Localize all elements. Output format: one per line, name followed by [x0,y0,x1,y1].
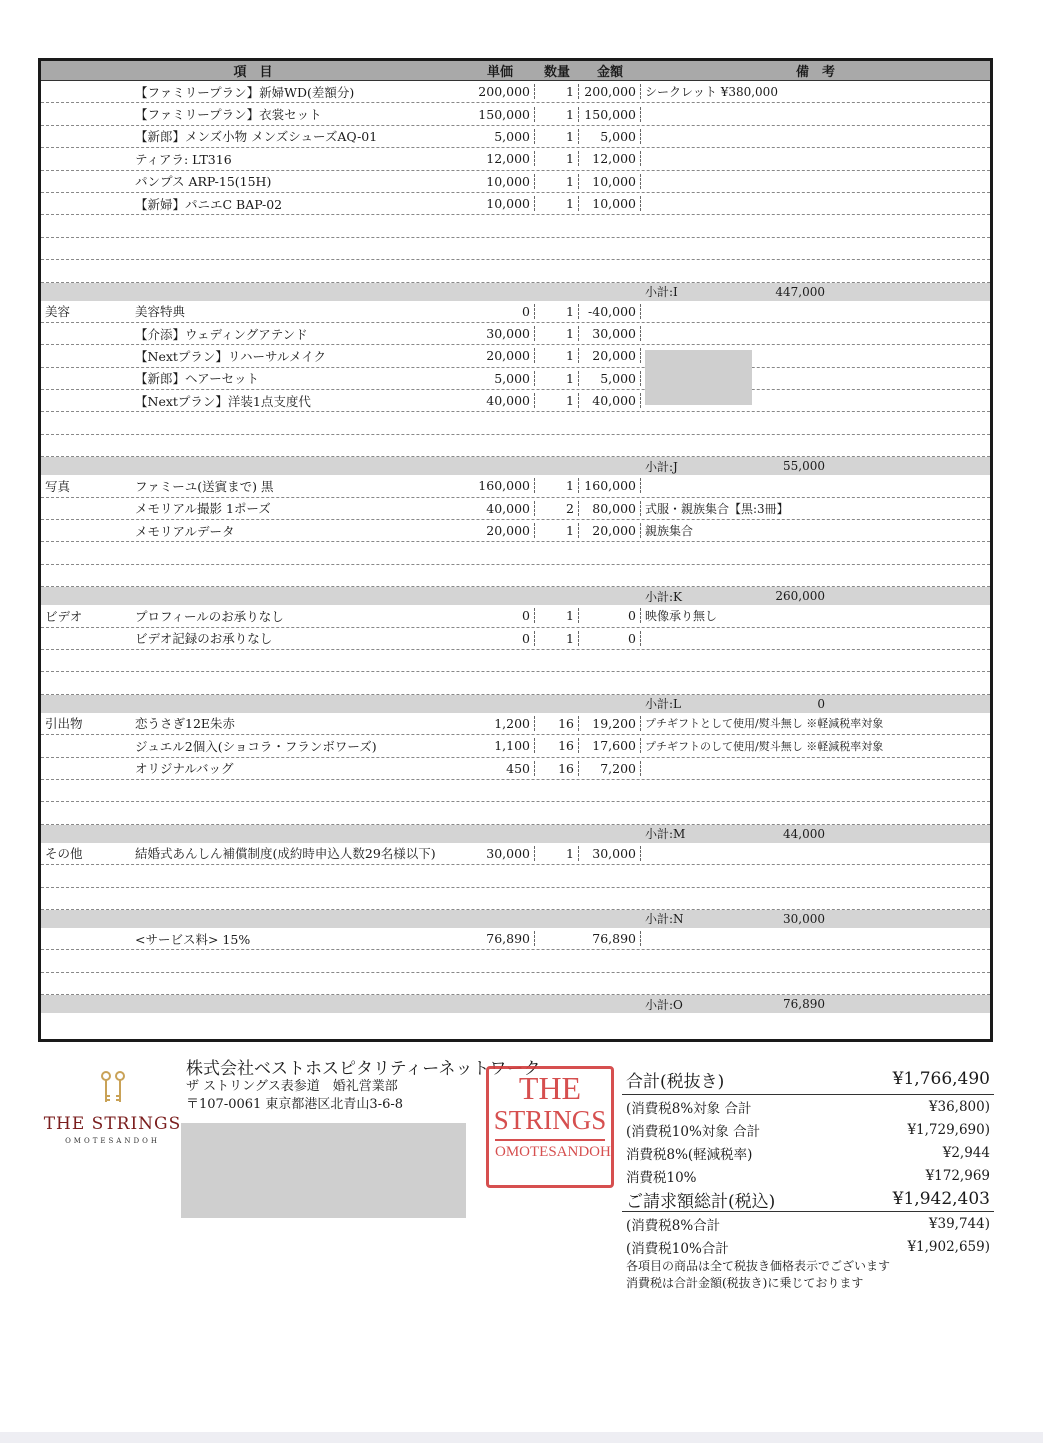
cell-item: 【新婦】パニエC BAP-02 [135,196,283,212]
cell-category: 美容 [45,304,71,320]
total-value: ¥172,969 [925,1167,990,1184]
cell-qty: 1 [535,107,579,122]
blank-row [41,802,990,824]
cell-note: 親族集合 [645,524,694,539]
table-row [41,193,990,215]
cell-item: 【Nextプラン】洋装1点支度代 [135,393,311,409]
blank-row [41,238,990,260]
total-row [622,1164,994,1187]
cell-unit-price: 40,000 [465,393,535,408]
total-value: ¥1,729,690) [907,1121,990,1138]
cell-unit-price: 20,000 [465,348,535,363]
table-row [41,520,990,542]
cell-unit-price: 0 [465,608,535,623]
cell-note: プチギフトとして使用/熨斗無し ※軽減税率対象 [645,717,884,731]
blank-row [41,412,990,434]
total-label: 合計(税抜き) [626,1071,725,1092]
subtotal-row [41,995,990,1013]
subtotal-value: 55,000 [783,459,825,474]
blank-row [41,888,990,910]
blank-row [41,865,990,887]
subtotal-row [41,457,990,475]
cell-amount: 30,000 [579,326,641,341]
cell-item: メモリアル撮影 1ポーズ [135,501,271,517]
total-row [622,1118,994,1141]
cell-amount: -40,000 [579,304,641,319]
cell-amount: 0 [579,608,641,623]
cell-item: 結婚式あんしん補償制度(成約時申込人数29名様以下) [135,846,436,862]
cell-unit-price: 12,000 [465,151,535,166]
cell-amount: 17,600 [579,738,641,753]
logo [40,1070,185,1145]
subtotal-label: 小計:O [645,997,683,1012]
cell-item: パンプス ARP-15(15H) [135,174,272,190]
cell-amount: 12,000 [579,151,641,166]
cell-amount: 19,200 [579,716,641,731]
cell-unit-price: 10,000 [465,196,535,211]
table-row [41,713,990,735]
cell-item: プロフィールのお承りなし [135,608,284,624]
total-row [622,1212,994,1235]
cell-amount: 20,000 [579,348,641,363]
table-row [41,928,990,950]
subtotal-row [41,695,990,713]
table-row [41,628,990,650]
cell-qty: 1 [535,196,579,211]
cell-item: 【介添】ウェディングアテンド [135,326,308,342]
total-value: ¥1,942,403 [892,1189,990,1209]
cell-qty: 1 [535,371,579,386]
cell-item: <サービス料> 15% [135,931,251,947]
subtotal-value: 447,000 [775,284,825,299]
subtotal-row [41,283,990,301]
cell-amount: 10,000 [579,196,641,211]
cell-note: 映像承り無し [645,609,718,624]
cell-item: 【Nextプラン】リハーサルメイク [135,348,327,364]
cell-qty: 1 [535,326,579,341]
totals-rows [622,1064,994,1258]
cell-qty: 1 [535,631,579,646]
cell-amount: 20,000 [579,523,641,538]
cell-category: 写真 [45,478,71,494]
total-row [622,1141,994,1164]
cell-qty: 1 [535,846,579,861]
subtotal-label: 小計:K [645,589,683,604]
total-row [622,1064,994,1095]
totals-block [622,1064,994,1292]
subtotal-value: 76,890 [783,997,825,1012]
blank-row [41,672,990,694]
total-label: (消費税10%合計 [626,1240,729,1257]
cell-note: プチギフトのして使用/熨斗無し ※軽減税率対象 [645,739,884,753]
cell-qty: 1 [535,393,579,408]
cell-item: 恋うさぎ12E朱赤 [135,716,236,732]
table-row [41,103,990,125]
header-qty: 数量 [543,65,570,80]
cell-qty: 1 [535,608,579,623]
subtotal-value: 44,000 [783,826,825,841]
cell-unit-price: 0 [465,631,535,646]
blank-row [41,260,990,282]
cell-amount: 150,000 [579,107,641,122]
cell-unit-price: 150,000 [465,107,535,122]
blank-row [41,950,990,972]
cell-item: ジュエル2個入(ショコラ・フランボワーズ) [135,738,377,754]
total-row [622,1235,994,1258]
cell-item: ファミーユ(送賓まで) 黒 [135,478,274,494]
total-row [622,1095,994,1118]
header-amount: 金額 [596,65,623,80]
cell-unit-price: 30,000 [465,326,535,341]
subtotal-value: 30,000 [783,911,825,926]
total-value: ¥39,744) [928,1215,990,1232]
keys-icon [96,1070,130,1106]
table-row [41,148,990,170]
estimate-table [38,58,993,1042]
subtotal-value: 0 [817,696,825,711]
cell-amount: 5,000 [579,371,641,386]
cell-item: メモリアルデータ [135,523,235,539]
cell-qty: 1 [535,478,579,493]
header-item: 項 目 [233,65,273,80]
table-row [41,758,990,780]
redaction-box [645,350,752,405]
cell-item: 【新郎】メンズ小物 メンズシューズAQ-01 [135,129,378,145]
cell-amount: 10,000 [579,174,641,189]
logo-brand: THE STRINGS [43,1114,182,1134]
header-unit-price: 単価 [486,65,513,80]
cell-amount: 5,000 [579,129,641,144]
stamp-line-1: THE [518,1070,582,1106]
cell-unit-price: 20,000 [465,523,535,538]
total-label: (消費税10%対象 合計 [626,1123,761,1140]
table-row [41,605,990,627]
stamp-line-3: OMOTESANDOH [495,1139,605,1163]
table-row [41,81,990,103]
tax-note-2: 消費税は合計金額(税抜き)に乗じております [626,1276,864,1290]
tax-note-1: 各項目の商品は全て税抜き価格表示でございます [626,1259,891,1273]
table-row [41,126,990,148]
cell-qty: 1 [535,523,579,538]
cell-qty: 1 [535,129,579,144]
cell-unit-price: 1,200 [465,716,535,731]
cell-amount: 200,000 [579,84,641,99]
cell-item: 【新郎】ヘアーセット [135,371,260,387]
cell-note: 式服・親族集合【黒:3冊】 [645,501,789,516]
table-row [41,843,990,865]
subtotal-label: 小計:N [645,912,684,927]
cell-item: 【ファミリープラン】新婦WD(差額分) [135,84,355,100]
cell-amount: 7,200 [579,761,641,776]
header-note: 備 考 [795,65,835,80]
total-value: ¥1,902,659) [907,1238,990,1255]
company-address: 〒107-0061 東京都港区北青山3-6-8 [186,1097,404,1112]
cell-qty: 16 [535,716,579,731]
cell-qty: 16 [535,761,579,776]
cell-unit-price: 0 [465,304,535,319]
cell-qty: 1 [535,151,579,166]
cell-item: オリジナルバッグ [135,761,234,777]
cell-unit-price: 76,890 [465,931,535,946]
cell-amount: 40,000 [579,393,641,408]
table-row [41,345,990,367]
cell-unit-price: 30,000 [465,846,535,861]
total-label: 消費税10% [626,1169,697,1186]
cell-item: ティアラ: LT316 [135,151,232,167]
table-row [41,301,990,323]
cell-amount: 76,890 [579,931,641,946]
cell-item: 【ファミリープラン】衣裳セット [135,107,322,123]
cell-unit-price: 10,000 [465,174,535,189]
total-value: ¥1,766,490 [892,1069,990,1089]
cell-unit-price: 1,100 [465,738,535,753]
total-label: ご請求額総計(税込) [626,1191,776,1212]
cell-qty: 1 [535,84,579,99]
cell-unit-price: 5,000 [465,371,535,386]
cell-unit-price: 40,000 [465,501,535,516]
company-seal-stamp [486,1066,614,1188]
cell-qty: 1 [535,174,579,189]
cell-qty: 2 [535,501,579,516]
subtotal-label: 小計:L [645,697,682,712]
cell-unit-price: 160,000 [465,478,535,493]
table-row [41,171,990,193]
blank-row [41,650,990,672]
cell-qty: 1 [535,348,579,363]
blank-row [41,973,990,995]
cell-qty: 1 [535,304,579,319]
subtotal-row [41,825,990,843]
subtotal-label: 小計:J [645,459,678,474]
cell-item: 美容特典 [135,304,186,320]
company-branch: ザ ストリングス表参道 婚礼営業部 [186,1079,398,1094]
cell-unit-price: 450 [465,761,535,776]
blank-row [41,542,990,564]
cell-amount: 0 [579,631,641,646]
subtotal-row [41,910,990,928]
table-row [41,475,990,497]
stamp-line-2: STRINGS [493,1105,607,1135]
subtotal-label: 小計:M [645,827,686,842]
cell-category: ビデオ [45,608,83,624]
blank-row [41,565,990,587]
subtotal-label: 小計:I [645,285,678,300]
page-bottom-strip [0,1432,1043,1443]
table-body [41,81,990,1013]
cell-item: ビデオ記録のお承りなし [135,631,273,647]
table-row [41,735,990,757]
total-label: 消費税8%(軽減税率) [626,1146,753,1163]
blank-row [41,780,990,802]
table-row [41,390,990,412]
redaction-box [181,1123,466,1218]
table-header [41,61,990,81]
subtotal-value: 260,000 [775,589,825,604]
cell-note: シークレット ¥380,000 [645,85,778,100]
logo-sub: OMOTESANDOH [65,1137,160,1145]
total-value: ¥2,944 [942,1144,990,1161]
blank-row [41,215,990,237]
total-label: (消費税8%対象 合計 [626,1100,752,1117]
cell-amount: 30,000 [579,846,641,861]
cell-amount: 80,000 [579,501,641,516]
total-value: ¥36,800) [928,1098,990,1115]
cell-category: 引出物 [45,716,83,732]
table-row [41,368,990,390]
subtotal-row [41,587,990,605]
total-label: (消費税8%合計 [626,1217,721,1234]
blank-row [41,435,990,457]
cell-qty: 16 [535,738,579,753]
cell-category: その他 [45,846,83,862]
table-row [41,323,990,345]
company-name: 株式会社ベストホスピタリティーネットワーク [186,1059,541,1079]
cell-amount: 160,000 [579,478,641,493]
table-row [41,498,990,520]
cell-unit-price: 5,000 [465,129,535,144]
total-row [622,1187,994,1212]
cell-unit-price: 200,000 [465,84,535,99]
